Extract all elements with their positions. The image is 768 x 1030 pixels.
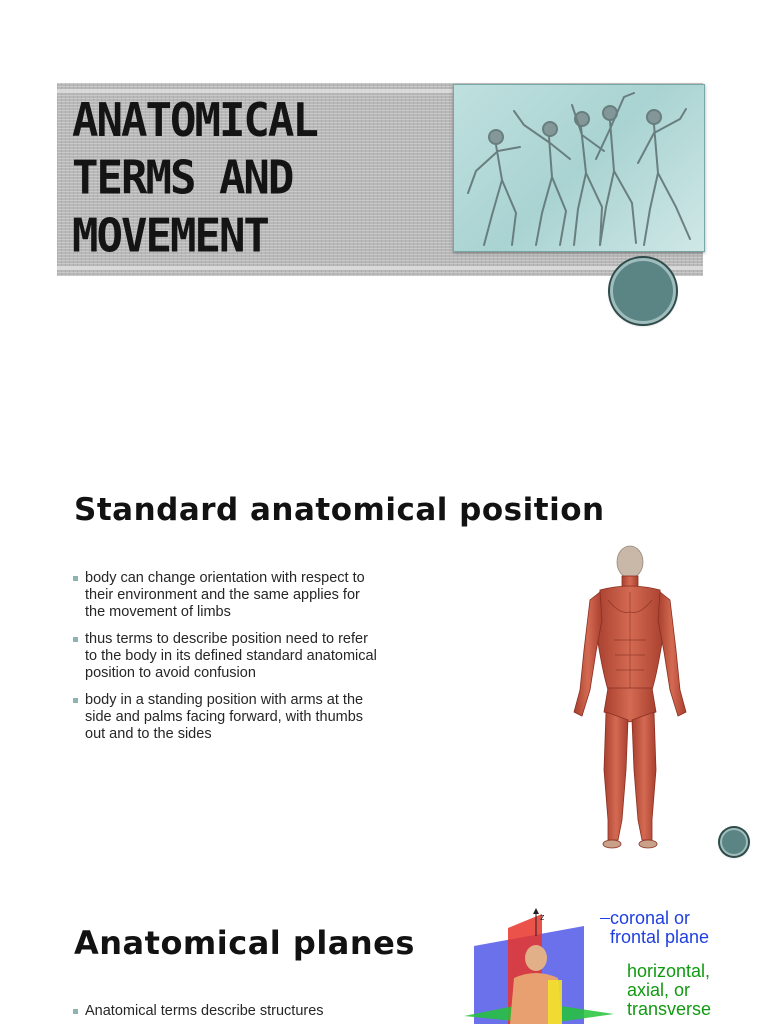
band-edge — [57, 266, 703, 270]
title-line: TERMS AND — [72, 151, 293, 206]
slide-heading: Anatomical planes — [74, 924, 415, 962]
bullet-marker — [73, 576, 78, 581]
bullet-item — [73, 1003, 373, 1020]
anatomical-planes-diagram — [464, 906, 614, 1024]
axis-label: z — [540, 912, 545, 922]
bullet-marker — [73, 637, 78, 642]
title-line: ANATOMICAL — [72, 93, 317, 148]
nav-circle-icon[interactable] — [610, 258, 676, 324]
bullet-text: body in a standing position with arms at the side and palms facing forward, with thumbs out and to the sides — [85, 692, 364, 742]
bullet-item — [73, 631, 383, 682]
bullet-text: Anatomical terms describe structures — [85, 1003, 324, 1019]
deck-title — [72, 92, 332, 265]
muscle-anatomy-figure — [560, 540, 700, 855]
bullet-item — [73, 692, 383, 743]
bullet-list — [73, 1003, 373, 1030]
slide-heading: Standard anatomical position — [74, 492, 605, 528]
bullet-list — [73, 570, 383, 753]
bullet-text: thus terms to describe position need to refer to the body in its defined standard anatomical position to avoid confusion — [85, 631, 377, 681]
coronal-plane-label: coronal or frontal plane — [610, 908, 710, 947]
bullet-item — [73, 570, 383, 621]
athlete-sketch-image — [453, 84, 705, 252]
bullet-text: body can change orientation with respect to their environment and the same applies for the movement of limbs — [85, 570, 365, 620]
nav-circle-icon[interactable] — [720, 828, 748, 856]
horizontal-plane-label: horizontal, axial, or transverse — [627, 961, 712, 1019]
bullet-marker — [73, 1009, 78, 1014]
title-line: MOVEMENT — [72, 209, 268, 264]
label-leader-line — [600, 918, 610, 919]
bullet-marker — [73, 698, 78, 703]
